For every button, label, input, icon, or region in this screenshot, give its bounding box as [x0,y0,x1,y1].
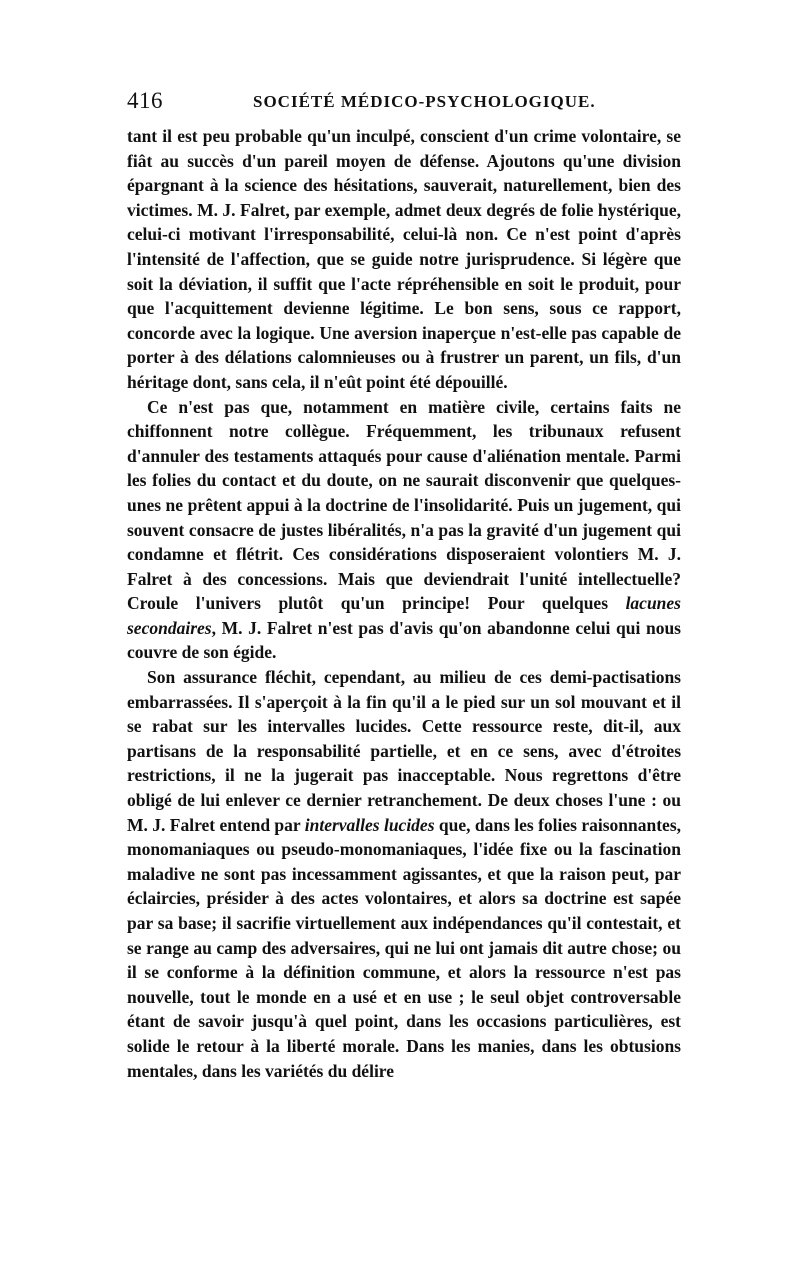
running-title: SOCIÉTÉ MÉDICO-PSYCHOLOGIQUE. [253,92,596,111]
paragraph-3-text-before: Son assurance fléchit, cependant, au milieu de ces demi-pactisations embarrassées. Il s'aperçoit à la fin qu'il a le pied sur un sol mouvant et il se rabat sur les intervalles lucides. Cette ressource reste, dit-il, aux partisans de la responsabilité partielle, et en ce sens, avec d'étroites restrictions, il ne la jugerait pas inacceptable. Nous regrettons d'être obligé de lui enlever ce dernier retranchement. De deux choses l'une : ou M. J. Falret entend par [127,667,681,835]
paragraph-1-text: tant il est peu probable qu'un inculpé, conscient d'un crime volontaire, se fiât au succès d'un pareil moyen de défense. Ajoutons qu'une division épargnant à la science des hésitations, sauverait, naturellement, bien des victimes. M. J. Falret, par exemple, admet deux degrés de folie hystérique, celui-ci motivant l'irresponsabilité, celui-là non. Ce n'est point d'après l'intensité de l'affection, que se guide notre jurisprudence. Si légère que soit la déviation, il suffit que l'acte répréhensible en soit le produit, pour que l'acquittement devienne légitime. Le bon sens, sous ce rapport, concorde avec la logique. Une aversion inaperçue n'est-elle pas capable de porter à des délations calomnieuses ou à frustrer un parent, un fils, d'un héritage dont, sans cela, il n'eût point été dépouillé. [127,126,681,392]
paragraph-3 [127,665,681,1083]
paragraph-2-text-after: , M. J. Falret n'est pas d'avis qu'on abandonne celui qui nous couvre de son égide. [127,617,681,663]
body-text [127,124,681,1083]
paragraph-2-text-before: Ce n'est pas que, notamment en matière civile, certains faits ne chiffonnent notre collègue. Fréquemment, les tribunaux refusent d'annuler des testaments attaqués pour cause d'aliénation mentale. Parmi les folies du contact et du doute, on ne saurait disconvenir que quelques-unes ne prêtent appui à la doctrine de l'insolidarité. Puis un jugement, qui souvent consacre de justes libéralités, n'a pas la gravité d'un jugement qui condamne et flétrit. Ces considérations disposeraient volontiers M. J. Falret à des concessions. Mais que deviendrait l'unité intellectuelle? Croule l'univers plutôt qu'un principe! Pour quelques [127,396,681,614]
page-number: 416 [127,88,163,113]
paragraph-3-text-after: que, dans les folies raisonnantes, monomaniaques ou pseudo-monomaniaques, l'idée fixe ou la fascination maladive ne sont pas incessamment agissantes, et que la raison peut, par éclaircies, présider à des actes volontaires, et alors sa doctrine est sapée par sa base; il sacrifie virtuellement aux indépendances qu'il contestait, et se range au camp des adversaires, qui ne lui ont jamais dit autre chose; ou il se conforme à la définition commune, et alors la ressource n'est pas nouvelle, tout le monde en a usé et en use ; le seul objet controversable étant de savoir jusqu'à quel point, dans les occasions particulières, est solide le retour à la liberté morale. Dans les manies, dans les obtusions mentales, dans les variétés du délire [127,814,682,1081]
paragraph-1 [127,124,681,395]
paragraph-2 [127,395,681,666]
paragraph-3-italic: intervalles lucides [304,814,435,835]
paragraph-2-italic: lacunes secondaires [127,593,681,638]
running-head [127,86,681,116]
